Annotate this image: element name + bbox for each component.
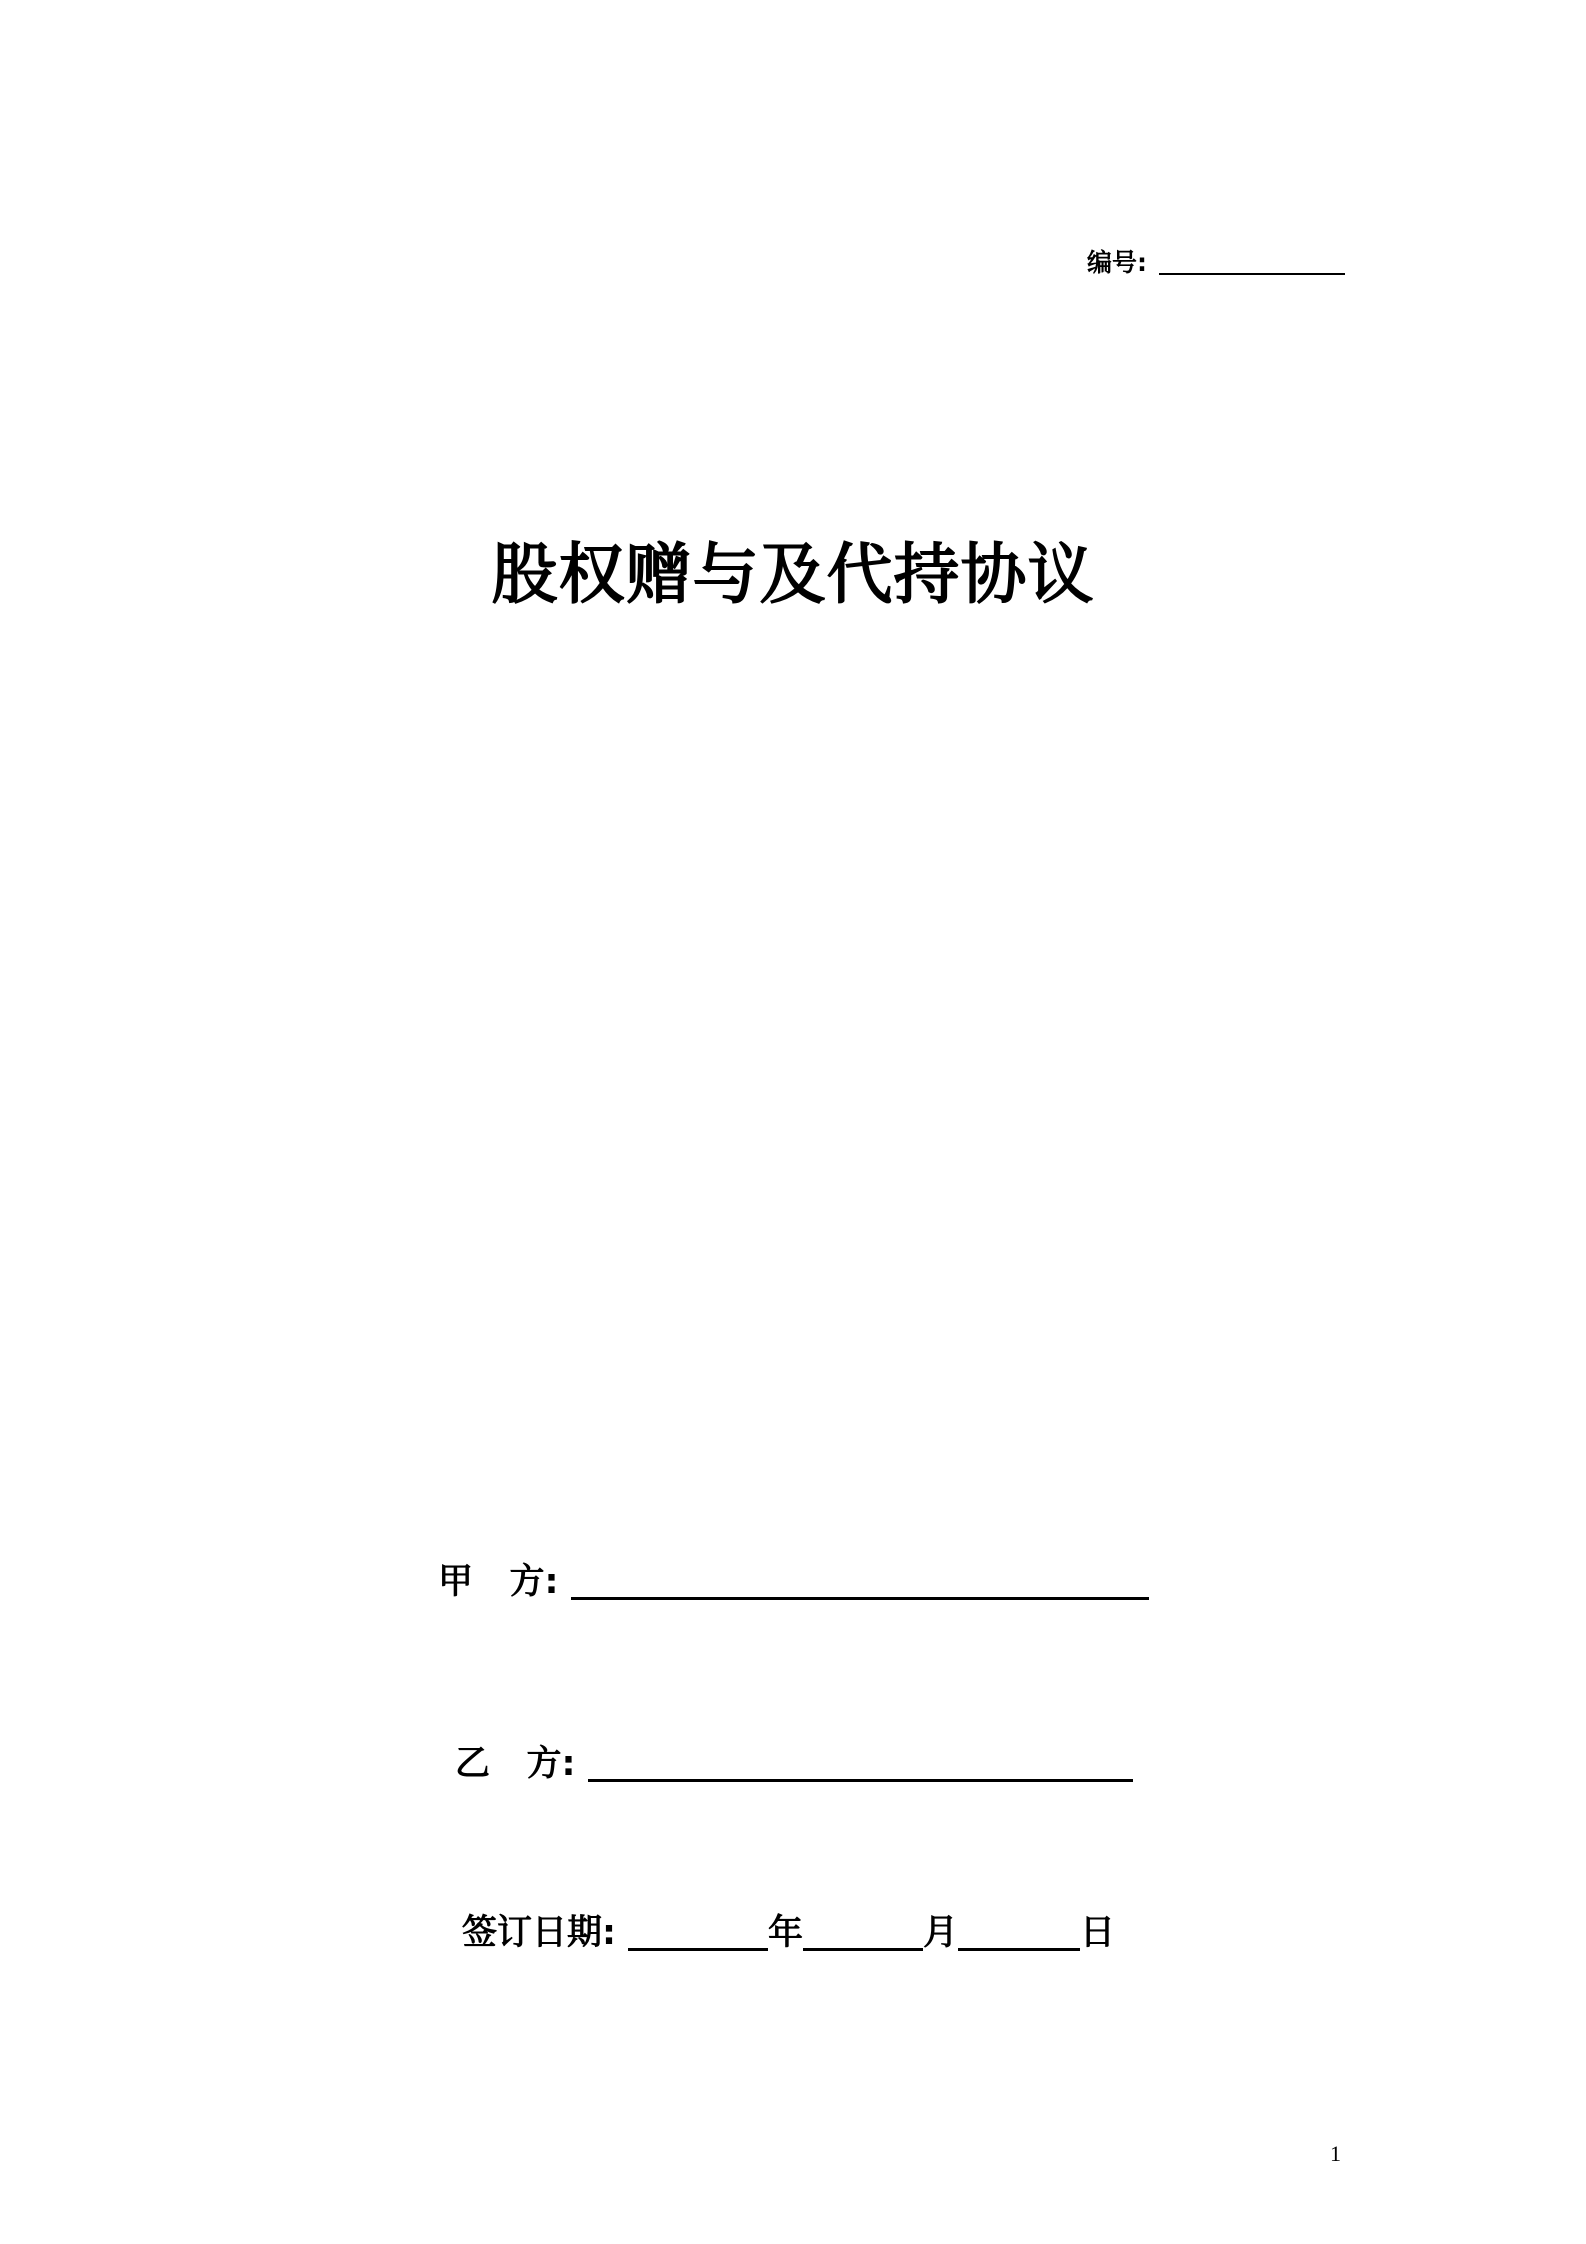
sign-date-month-blank <box>803 1945 923 1951</box>
document-number-label: 编号: <box>1087 248 1147 277</box>
sign-date-day-blank <box>958 1945 1080 1951</box>
party-b-label: 乙 方: <box>455 1744 576 1784</box>
sign-date-day-label: 日 <box>1080 1913 1116 1953</box>
sign-date-label: 签订日期: <box>462 1913 616 1953</box>
party-a-label: 甲 方: <box>438 1562 559 1602</box>
party-b-blank <box>588 1776 1133 1782</box>
sign-date-year-blank <box>628 1945 768 1951</box>
party-a-field <box>438 1560 1149 1604</box>
party-b-field <box>455 1742 1133 1786</box>
sign-date-year-label: 年 <box>768 1913 804 1953</box>
document-title: 股权赠与及代持协议 <box>491 536 1095 613</box>
sign-date-month-label: 月 <box>923 1913 959 1953</box>
party-a-blank <box>571 1594 1149 1600</box>
document-number-blank <box>1159 271 1345 275</box>
page-number: 1 <box>1330 2141 1341 2166</box>
sign-date-field <box>462 1911 1115 1955</box>
document-number <box>1087 244 1345 278</box>
